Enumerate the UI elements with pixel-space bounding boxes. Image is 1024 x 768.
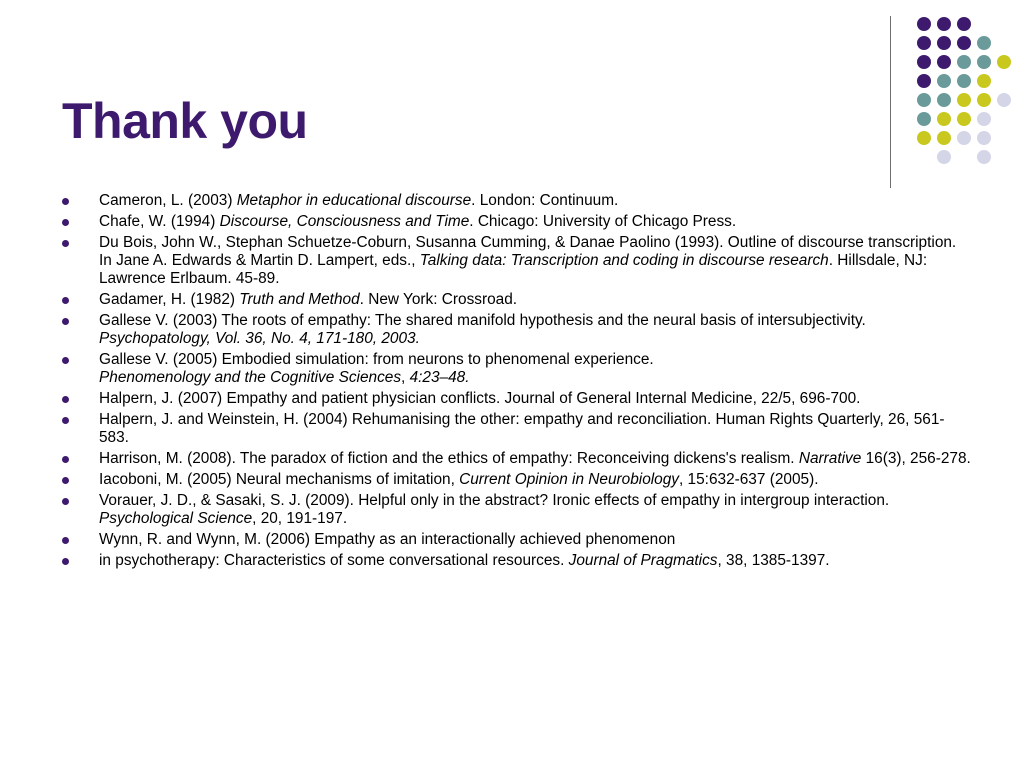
reference-italic-text: Journal of Pragmatics	[568, 552, 718, 569]
bullet-icon	[62, 219, 69, 226]
reference-item	[62, 450, 972, 468]
bullet-icon	[62, 498, 69, 505]
reference-text: , 20, 191-197.	[252, 510, 348, 527]
decorative-dot-icon	[957, 55, 971, 69]
reference-item	[62, 471, 972, 489]
reference-item	[62, 192, 972, 210]
decorative-dot-icon	[957, 17, 971, 31]
decorative-dot-icon	[937, 93, 951, 107]
decorative-dot-icon	[957, 112, 971, 126]
reference-text: in psychotherapy: Characteristics of some conversational resources.	[99, 552, 569, 569]
divider-line	[890, 16, 891, 188]
reference-text: Chafe, W. (1994)	[99, 213, 220, 230]
decorative-dot-icon	[997, 55, 1011, 69]
reference-italic-text: Truth and Method	[239, 291, 360, 308]
reference-text: Cameron, L. (2003)	[99, 192, 237, 209]
reference-text: Halpern, J. and Weinstein, H. (2004) Rehumanising the other: empathy and reconciliation. Human Rights Quarterly, 26, 561-583.	[99, 411, 945, 446]
reference-text: Gadamer, H. (1982)	[99, 291, 240, 308]
reference-italic-text: 4:23–48.	[409, 369, 470, 386]
reference-item	[62, 531, 972, 549]
reference-italic-text: Talking data: Transcription and coding in discourse research	[419, 252, 829, 269]
reference-text: . Hillsdale, NJ: Lawrence Erlbaum. 45-89.	[99, 252, 928, 287]
reference-text: Gallese V. (2005) Embodied simulation: from neurons to phenomenal experience.	[99, 351, 654, 368]
decorative-dot-icon	[977, 93, 991, 107]
bullet-icon	[62, 558, 69, 565]
reference-text: 16(3), 256-278.	[861, 450, 971, 467]
decorative-dot-icon	[917, 131, 931, 145]
reference-text: ,	[401, 369, 410, 386]
decorative-dot-icon	[957, 36, 971, 50]
bullet-icon	[62, 396, 69, 403]
reference-text: Harrison, M. (2008). The paradox of fiction and the ethics of empathy: Reconceiving dickens's realism.	[99, 450, 799, 467]
reference-text: Wynn, R. and Wynn, M. (2006) Empathy as an interactionally achieved phenomenon	[99, 531, 676, 548]
decorative-dot-icon	[917, 112, 931, 126]
bullet-icon	[62, 297, 69, 304]
bullet-icon	[62, 537, 69, 544]
reference-text: . Chicago: University of Chicago Press.	[469, 213, 737, 230]
reference-item	[62, 492, 972, 528]
decorative-dot-icon	[937, 36, 951, 50]
decorative-dot-icon	[977, 131, 991, 145]
decorative-dot-icon	[977, 112, 991, 126]
bullet-icon	[62, 198, 69, 205]
decorative-dot-icon	[977, 36, 991, 50]
decorative-dot-icon	[917, 55, 931, 69]
reference-item	[62, 312, 972, 348]
reference-list	[62, 192, 972, 573]
reference-text: Vorauer, J. D., & Sasaki, S. J. (2009). Helpful only in the abstract? Ironic effects of empathy in intergroup interaction.	[99, 492, 890, 509]
bullet-icon	[62, 240, 69, 247]
slide-title: Thank you	[62, 93, 308, 149]
decorative-dot-icon	[957, 93, 971, 107]
reference-text: Halpern, J. (2007) Empathy and patient physician conflicts. Journal of General Internal Medicine, 22/5, 696-700.	[99, 390, 861, 407]
reference-item	[62, 234, 972, 288]
bullet-icon	[62, 357, 69, 364]
decorative-dot-icon	[977, 55, 991, 69]
decorative-dot-icon	[957, 131, 971, 145]
reference-text: , 38, 1385-1397.	[717, 552, 830, 569]
decorative-dot-icon	[917, 93, 931, 107]
reference-item	[62, 351, 972, 387]
decorative-dot-icon	[997, 93, 1011, 107]
reference-item	[62, 552, 972, 570]
reference-italic-text: Phenomenology and the Cognitive Sciences	[99, 369, 402, 386]
decorative-dot-icon	[917, 36, 931, 50]
reference-italic-text: Narrative	[798, 450, 862, 467]
decorative-dot-icon	[917, 74, 931, 88]
reference-text: , 15:632-637 (2005).	[679, 471, 819, 488]
reference-italic-text: Psychopatology, Vol. 36, No. 4, 171-180, 2003.	[99, 330, 420, 347]
decorative-dot-icon	[957, 74, 971, 88]
reference-italic-text: Metaphor in educational discourse	[236, 192, 472, 209]
reference-italic-text: Current Opinion in Neurobiology	[459, 471, 679, 488]
decorative-dot-icon	[937, 131, 951, 145]
reference-text: . New York: Crossroad.	[359, 291, 518, 308]
decorative-dot-icon	[937, 150, 951, 164]
reference-text: Du Bois, John W., Stephan Schuetze-Coburn, Susanna Cumming, & Danae Paolino (1993). Outline of discourse transcription. In Jane A. Edwards & Martin D. Lampert, eds.,	[99, 234, 957, 269]
decorative-dot-icon	[977, 74, 991, 88]
decorative-dot-icon	[917, 17, 931, 31]
reference-item	[62, 411, 972, 447]
reference-item	[62, 291, 972, 309]
bullet-icon	[62, 318, 69, 325]
reference-text: . London: Continuum.	[471, 192, 619, 209]
reference-text: Iacoboni, M. (2005) Neural mechanisms of imitation,	[99, 471, 460, 488]
reference-italic-text: Discourse, Consciousness and Time	[219, 213, 470, 230]
reference-text: Gallese V. (2003) The roots of empathy: The shared manifold hypothesis and the neural basis of intersubjectivity.	[99, 312, 866, 329]
decorative-dot-icon	[977, 150, 991, 164]
decorative-dot-icon	[937, 55, 951, 69]
bullet-icon	[62, 456, 69, 463]
bullet-icon	[62, 477, 69, 484]
decorative-dot-icon	[937, 74, 951, 88]
bullet-icon	[62, 417, 69, 424]
reference-item	[62, 213, 972, 231]
reference-item	[62, 390, 972, 408]
decorative-dot-icon	[937, 17, 951, 31]
decorative-dot-icon	[937, 112, 951, 126]
reference-italic-text: Psychological Science	[99, 510, 253, 527]
